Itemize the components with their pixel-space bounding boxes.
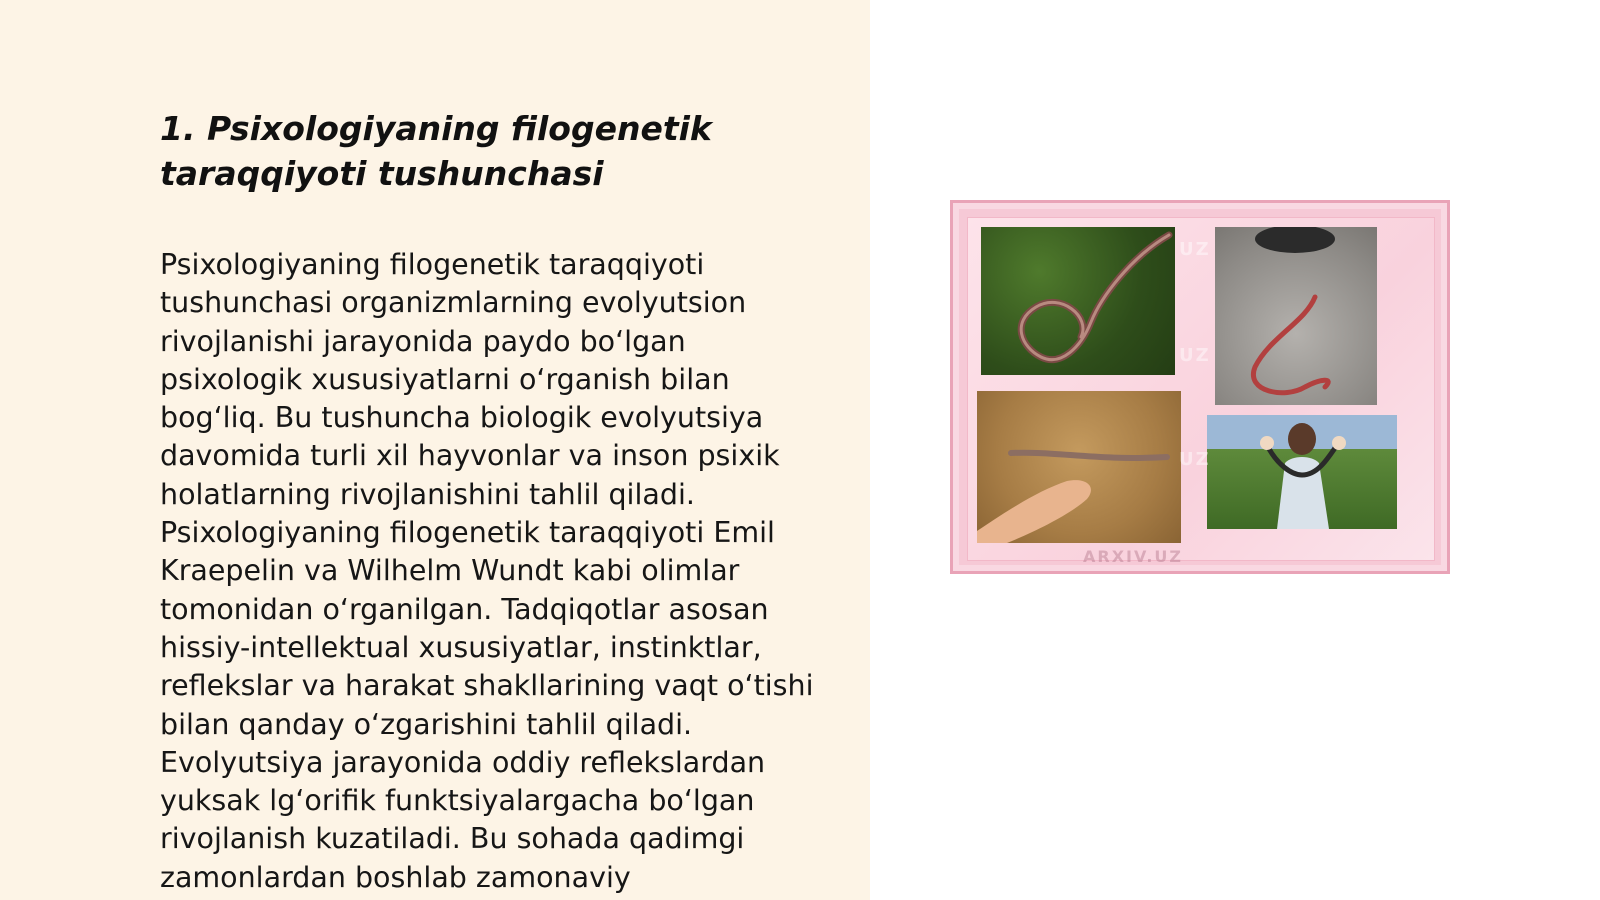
watermark-text: UZ <box>1179 449 1211 470</box>
person-holding-worm-photo <box>1207 415 1397 529</box>
body-line: Psixologiyaning filogenetik taraqqiyoti Emil <box>160 516 775 550</box>
worm-and-hand-drawing <box>977 391 1181 543</box>
slide-title-line: 1. Psixologiyaning filogenetik <box>160 109 712 148</box>
red-worm-on-pavement-photo <box>1215 227 1377 405</box>
body-line: reflekslar va harakat shakllarining vaqt o‘tishi <box>160 669 814 703</box>
slide-body-text <box>160 246 850 897</box>
body-line: yuksak lg‘orifik funktsiyalargacha bo‘lgan <box>160 784 755 818</box>
person-drawing <box>1207 415 1397 529</box>
body-line: holatlarning rivojlanishini tahlil qiladi. <box>160 477 695 511</box>
worm-on-soil-with-hand-photo <box>977 391 1181 543</box>
earthworm-drawing <box>981 227 1175 375</box>
body-line: psixologik xususiyatlarni o‘rganish bilan <box>160 362 730 396</box>
body-line: Evolyutsiya jarayonida oddiy reflekslardan <box>160 745 766 779</box>
worm-photo-collage <box>950 200 1450 574</box>
body-line: rivojlanish kuzatiladi. Bu sohada qadimgi <box>160 822 745 856</box>
red-worm-drawing <box>1215 227 1377 405</box>
watermark-text: UZ <box>1179 345 1211 366</box>
body-line: davomida turli xil hayvonlar va inson psixik <box>160 439 780 473</box>
body-line: bilan qanday o‘zgarishini tahlil qiladi. <box>160 707 693 741</box>
body-line: zamonlardan boshlab zamonaviy <box>160 860 631 894</box>
body-line: tushunchasi organizmlarning evolyutsion <box>160 286 747 320</box>
watermark-text: UZ <box>1179 239 1211 260</box>
body-line: hissiy-intellektual xususiyatlar, instinktlar, <box>160 630 762 664</box>
slide-title-line: taraqqiyoti tushunchasi <box>160 154 604 193</box>
body-line: Kraepelin va Wilhelm Wundt kabi olimlar <box>160 554 740 588</box>
earthworm-on-moss-photo <box>981 227 1175 375</box>
slide-title <box>160 106 840 196</box>
body-line: tomonidan o‘rganilgan. Tadqiqotlar asosan <box>160 592 769 626</box>
watermark-logo: ARXIV.UZ <box>1083 547 1183 566</box>
body-line: bog‘liq. Bu tushuncha biologik evolyutsiya <box>160 401 764 435</box>
body-line: rivojlanishi jarayonida paydo bo‘lgan <box>160 324 686 358</box>
body-line: Psixologiyaning filogenetik taraqqiyoti <box>160 248 705 281</box>
